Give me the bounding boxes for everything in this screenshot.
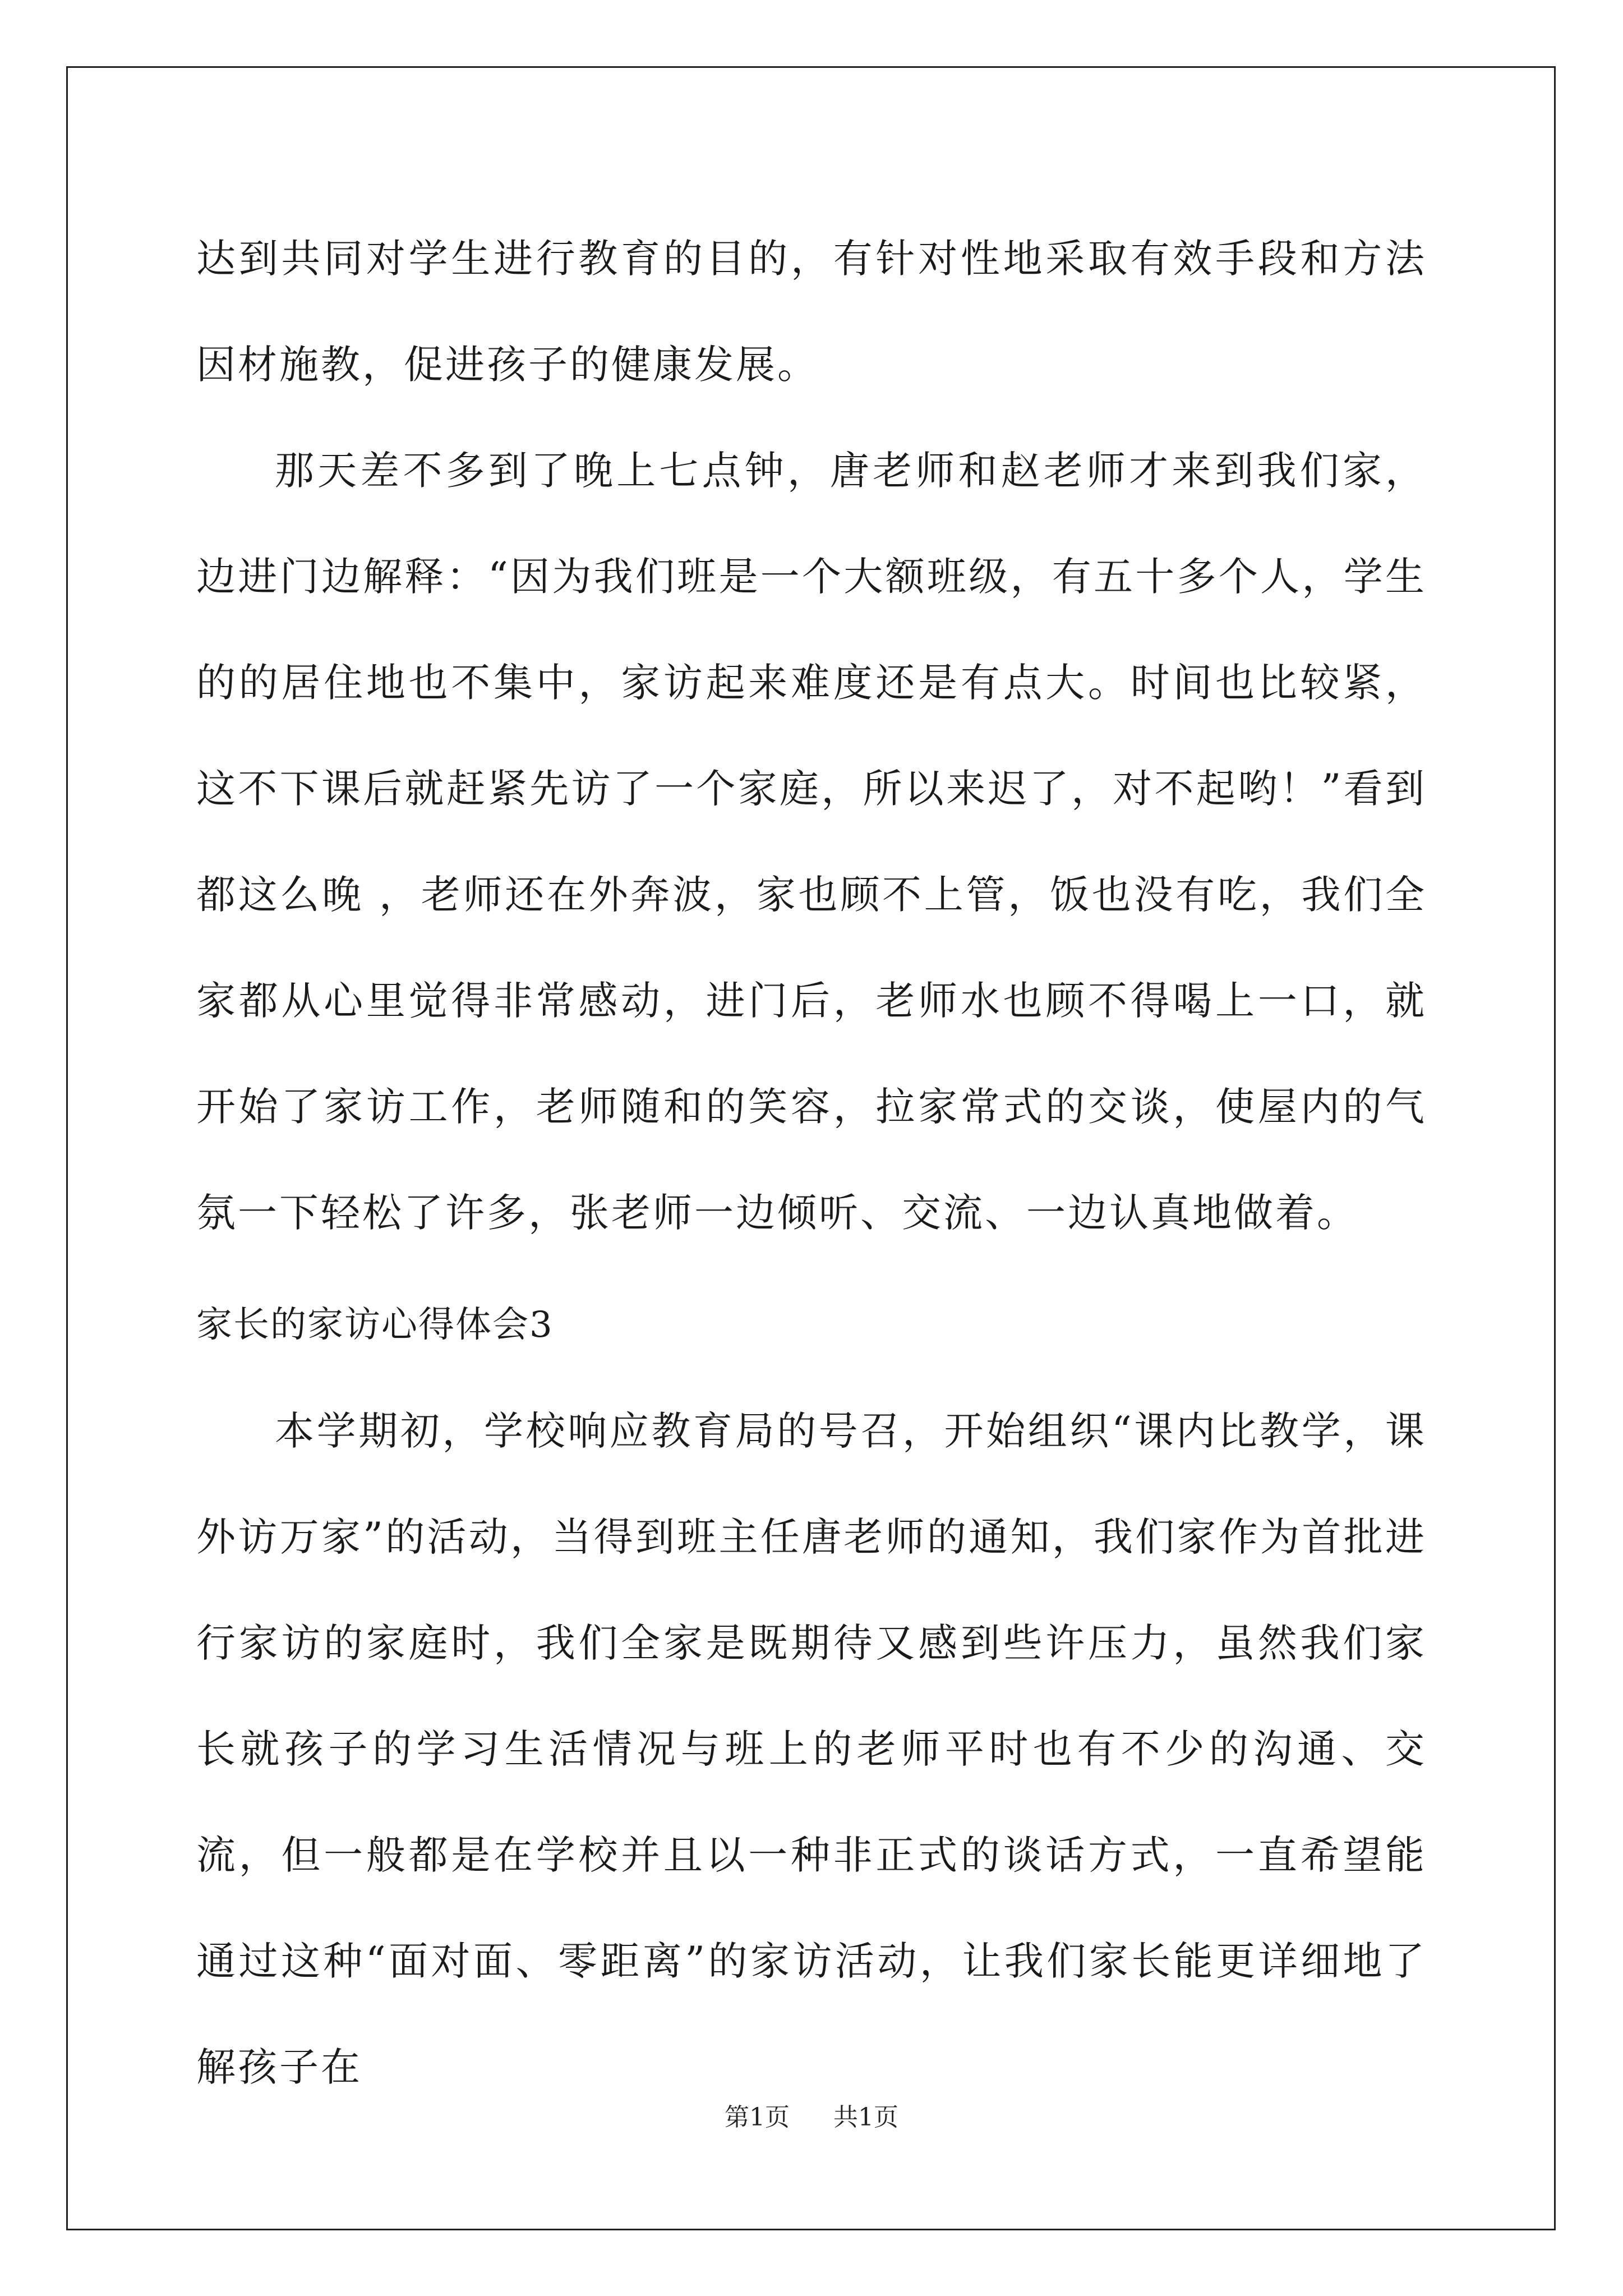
paragraph-semester-start: 本学期初，学校响应教育局的号召，开始组织“课内比教学，课外访万家”的活动，当得到班主任唐老师的通知，我们家作为首批进行家访的家庭时，我们全家是既期待又感到些许压力，虽然我们家长就孩子的学习生活情况与班上的老师平时也有不少的沟通、交流，但一般都是在学校并且以一种非正式的谈话方式，一直希望能通过这种“面对面、零距离”的家访活动，让我们家长能更详细地了解孩子在 xyxy=(196,1408,1427,2090)
total-pages: 共1页 xyxy=(833,2103,898,2132)
page-number: 第1页 xyxy=(725,2103,790,2132)
section-heading: 家长的家访心得体会3 xyxy=(196,1304,554,1346)
paragraph-home-visit-evening: 那天差不多到了晚上七点钟，唐老师和赵老师才来到我们家，边进门边解释：“因为我们班是一个大额班级，有五十多个人，学生的的居住地也不集中，家访起来难度还是有点大。时间也比较紧，这不下课后就赶紧先访了一个家庭，所以来迟了，对不起哟！”看到都这么晚 ，老师还在外奔波，家也顾不上管，饭也没有吃，我们全家都从心里觉得非常感动，进门后，老师水也顾不得喝上一口，就开始了家访工作，老师随和的笑容，拉家常式的交谈，使屋内的气氛一下轻松了许多，张老师一边倾听、交流、一边认真地做着。 xyxy=(196,448,1427,1236)
paragraph-continuation: 达到共同对学生进行教育的目的，有针对性地采取有效手段和方法因材施教，促进孩子的健康发展。 xyxy=(196,236,1427,388)
page-footer xyxy=(0,2101,1623,2134)
